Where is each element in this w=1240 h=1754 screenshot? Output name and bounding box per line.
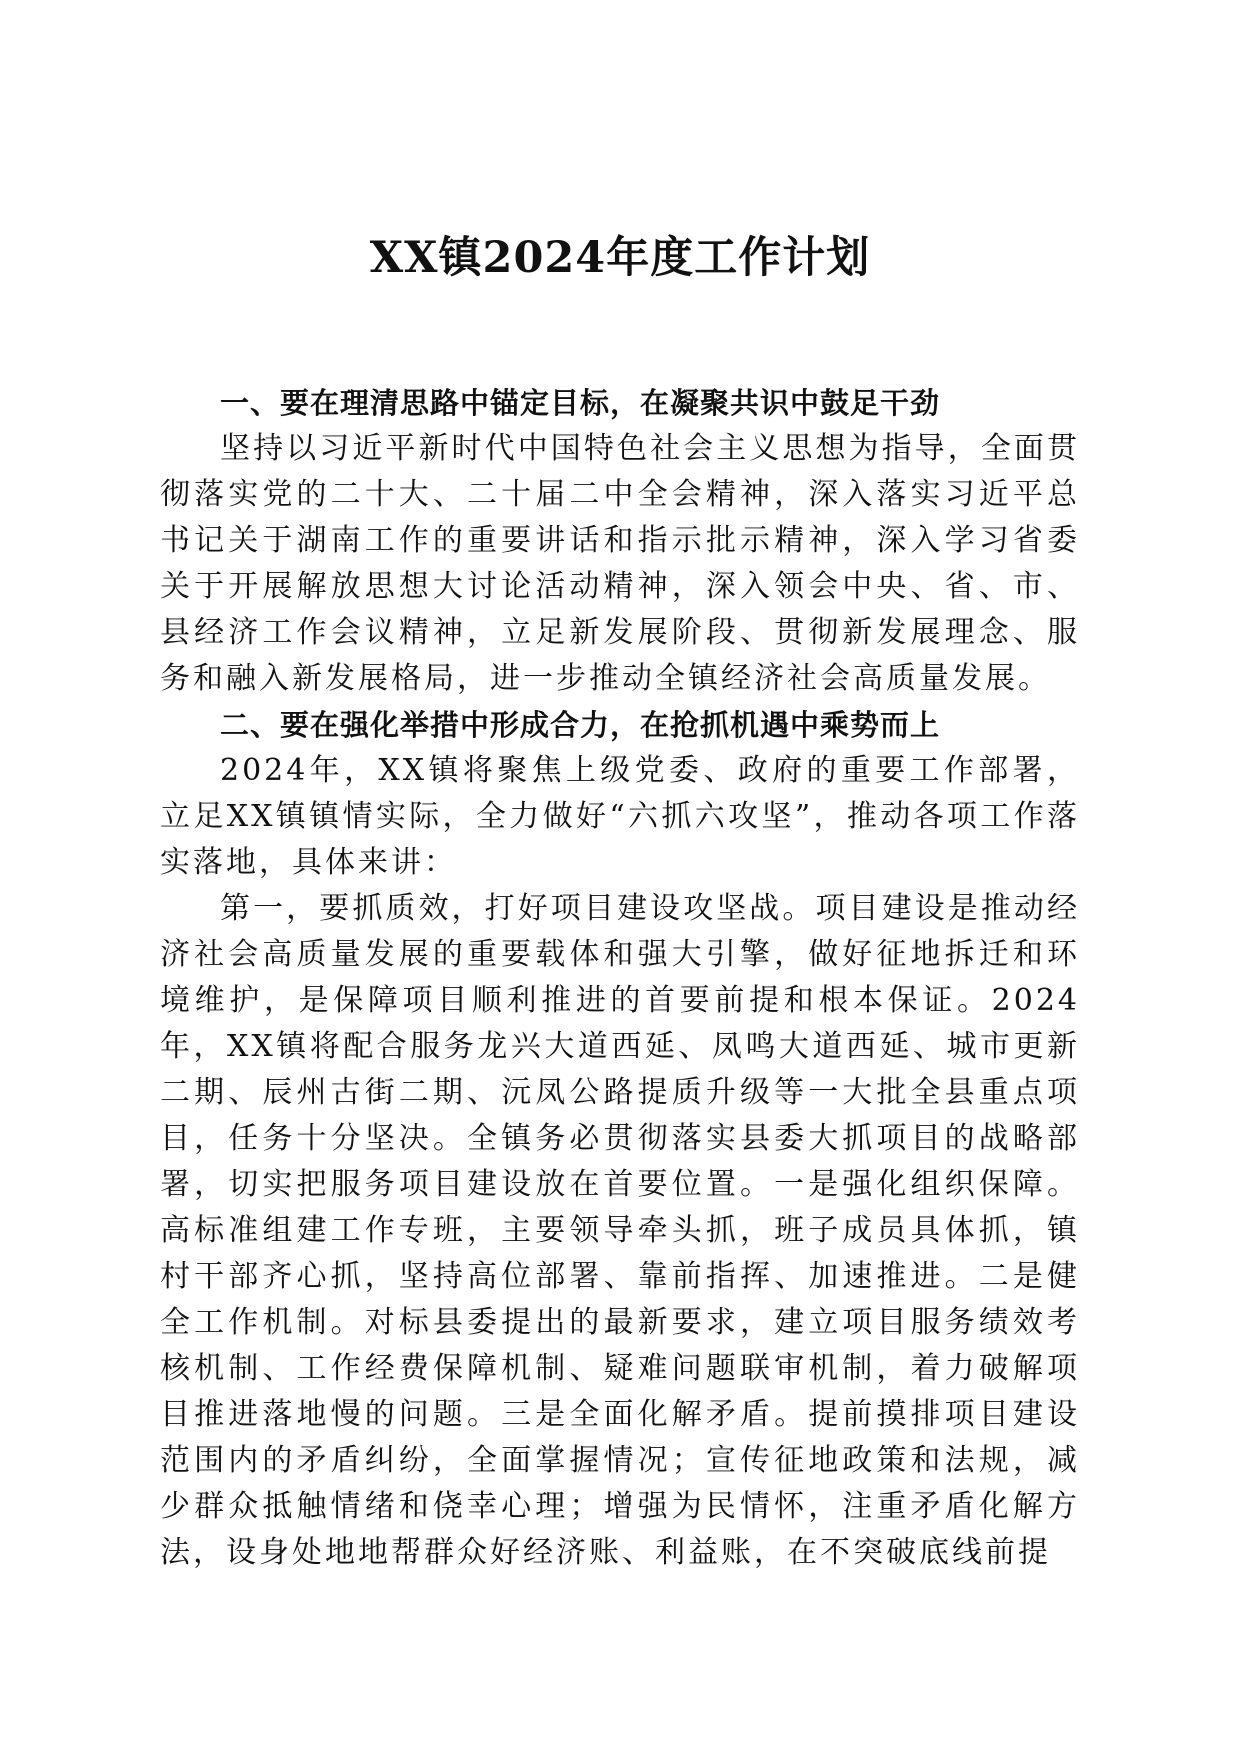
section-2-paragraph-2: 第一，要抓质效，打好项目建设攻坚战。项目建设是推动经济社会高质量发展的重要载体和强大引擎，做好征地拆迁和环境维护，是保障项目顺利推进的首要前提和根本保证。2024年，XX镇将配合服务龙兴大道西延、凤鸣大道西延、城市更新二期、辰州古街二期、沅凤公路提质升级等一大批全县重点项目，任务十分坚决。全镇务必贯彻落实县委大抓项目的战略部署，切实把服务项目建设放在首要位置。一是强化组织保障。高标准组建工作专班，主要领导牵头抓，班子成员具体抓，镇村干部齐心抓，坚持高位部署、靠前指挥、加速推进。二是健全工作机制。对标县委提出的最新要求，建立项目服务绩效考核机制、工作经费保障机制、疑难问题联审机制，着力破解项目推进落地慢的问题。三是全面化解矛盾。提前摸排项目建设范围内的矛盾纠纷，全面掌握情况；宣传征地政策和法规，减少群众抵触情绪和侥幸心理；增强为民情怀，注重矛盾化解方法，设身处地地帮群众好经济账、利益账，在不突破底线前提 <box>160 891 1080 1570</box>
section-1-paragraph-1: 坚持以习近平新时代中国特色社会主义思想为指导，全面贯彻落实党的二十大、二十届二中全会精神，深入落实习近平总书记关于湖南工作的重要讲话和指示批示精神，深入学习省委关于开展解放思想大讨论活动精神，深入领会中央、省、市、县经济工作会议精神，立足新发展阶段、贯彻新发展理念、服务和融入新发展格局，进一步推动全镇经济社会高质量发展。 <box>160 431 1080 696</box>
document-body <box>160 380 1080 1576</box>
section-heading-2: 二、要在强化举措中形成合力，在抢抓机遇中乘势而上 <box>220 708 941 742</box>
document-title: XX镇2024年度工作计划 <box>369 233 871 283</box>
section-2-paragraph-1: 2024年，XX镇将聚焦上级党委、政府的重要工作部署，立足XX镇镇情实际，全力做好“六抓六攻坚”，推动各项工作落实落地，具体来讲： <box>160 753 1080 880</box>
section-heading-1: 一、要在理清思路中锚定目标，在凝聚共识中鼓足干劲 <box>220 386 941 420</box>
